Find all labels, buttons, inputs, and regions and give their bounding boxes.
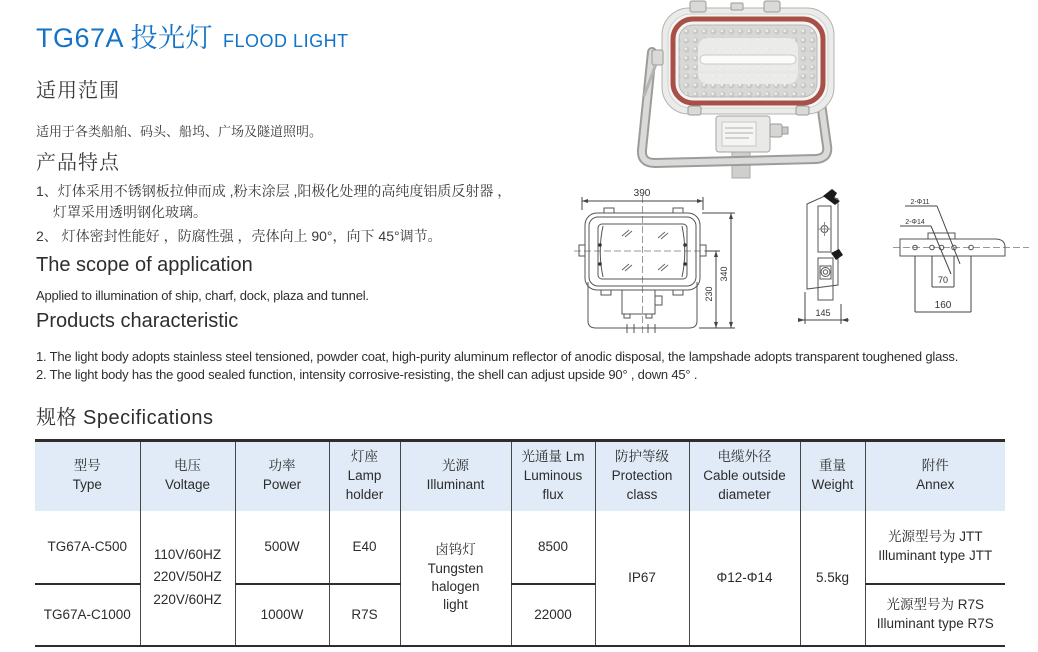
features-en-item2: 2. The light body has the good sealed function, intensity corrosive-resisting, the shell can adjust upside 90° , down 45° . [36,367,698,382]
col-type-en: Type [72,477,102,493]
col-holder-zh: 灯座 [351,448,378,464]
specifications-heading: 规格 Specifications [36,407,214,429]
col-lamp-holder [329,441,400,511]
col-annex-en: Annex [916,477,955,493]
annex-c500-en: Illuminant type JTT [878,547,993,563]
col-illuminant-en: Illuminant [426,477,485,493]
col-illuminant [400,441,511,511]
illuminant-zh: 卤钨灯 [435,541,476,557]
cell-type-c1000: TG67A-C1000 [43,607,131,622]
voltage-line-3: 220V/60HZ [153,591,222,607]
col-voltage-zh: 电压 [174,458,201,474]
col-flux-zh: 光通量 Lm [521,448,585,464]
photo-junction-box [716,116,788,152]
illuminant-en: Tungsten halogen light [427,560,484,613]
col-power [235,441,329,511]
label-holes-2phi11: 2-Φ11 [910,199,930,206]
col-power-en: Power [262,477,302,493]
col-cable-diameter [689,441,800,511]
col-illuminant-zh: 光源 [442,458,469,474]
scope-en-body: Applied to illumination of ship, charf, dock, plaza and tunnel. [36,288,369,303]
front-view-drawing [572,182,747,338]
dim-span-160: 160 [934,300,952,311]
cell-type-c500: TG67A-C500 [35,511,140,584]
col-holder-en: Lamp holder [345,467,384,502]
specifications-table-wrap [35,439,1005,647]
annex-c1000-en: Illuminant type R7S [876,615,994,631]
features-zh-item1-line2: 灯罩采用透明钢化玻璃。 [53,204,207,220]
col-luminous-flux [511,441,595,511]
col-protection-class [595,441,689,511]
cell-holder-c500: E40 [329,511,400,584]
col-voltage [140,441,235,511]
table-row-c500 [35,511,1005,584]
features-en-item1: 1. The light body adopts stainless steel tensioned, powder coat, high-purity aluminum reflector of anodic disposal, the lampshade adopts transparent toughened glass. [36,349,959,364]
col-protection-en: Protection class [611,467,673,502]
cell-cable-merged: Φ12-Φ14 [689,511,800,646]
col-cable-en: Cable outside diameter [703,467,786,502]
label-holes-2phi14: 2-Φ14 [905,219,925,226]
col-annex-zh: 附件 [921,458,949,474]
features-zh-heading: 产品特点 [36,152,120,174]
cell-flux-c500: 8500 [511,511,595,584]
cell-annex-c1000 [865,584,1005,646]
cell-holder-c1000: R7S [329,584,400,646]
dim-height-340: 340 [719,266,729,282]
col-type [35,441,140,511]
features-en-heading: Products characteristic [36,310,239,332]
features-zh-item2: 2、 灯体密封性能好 ，防腐性强 ，壳体向上 90°，向下 45°调节。 [36,228,442,244]
cell-flux-c1000: 22000 [511,584,595,646]
dim-depth-145: 145 [815,308,831,318]
product-title-en: FLOOD LIGHT [223,31,349,51]
scope-zh-body: 适用于各类船舶、码头、船坞、广场及隧道照明。 [36,124,323,139]
dim-width-390: 390 [633,188,651,199]
col-power-zh: 功率 [268,458,296,474]
annex-c500-zh: 光源型号为 JTT [888,528,983,544]
voltage-line-1: 110V/60HZ [153,547,222,563]
col-annex [865,441,1005,511]
col-weight [800,441,865,511]
scope-en-heading: The scope of application [36,254,253,276]
specifications-table [35,439,1005,647]
features-zh-item1-line1: 1、灯体采用不锈钢板拉伸而成 ,粉末涂层 ,阳极化处理的高纯度铝质反射器 ， [36,183,512,199]
cell-power-c1000: 1000W [235,584,329,646]
mounting-base-drawing [893,194,1038,324]
cell-protection-merged: IP67 [595,511,689,646]
col-type-zh: 型号 [73,458,101,474]
page-title [36,16,349,55]
product-photo [628,0,868,180]
photo-lamp-body [662,8,834,114]
header-row [35,441,1005,511]
annex-c1000-zh: 光源型号为 R7S [886,596,984,612]
cell-illuminant-merged [400,511,511,646]
dim-height-230: 230 [704,286,714,302]
cell-annex-c500 [865,511,1005,584]
col-flux-en: Luminous flux [523,467,583,502]
cell-voltage-merged [140,511,235,646]
col-weight-zh: 重量 [819,458,846,474]
dim-span-70: 70 [937,275,949,285]
cell-power-c500: 500W [235,511,329,584]
product-model-title: TG67A 投光灯 [36,23,214,53]
cell-weight-merged: 5.5kg [800,511,865,646]
col-protection-zh: 防护等级 [615,448,669,464]
side-view-drawing [797,182,857,338]
col-cable-zh: 电缆外径 [717,448,772,464]
col-voltage-en: Voltage [164,477,211,493]
voltage-line-2: 220V/50HZ [153,569,222,585]
scope-zh-heading: 适用范围 [36,80,120,102]
col-weight-en: Weight [811,477,854,493]
